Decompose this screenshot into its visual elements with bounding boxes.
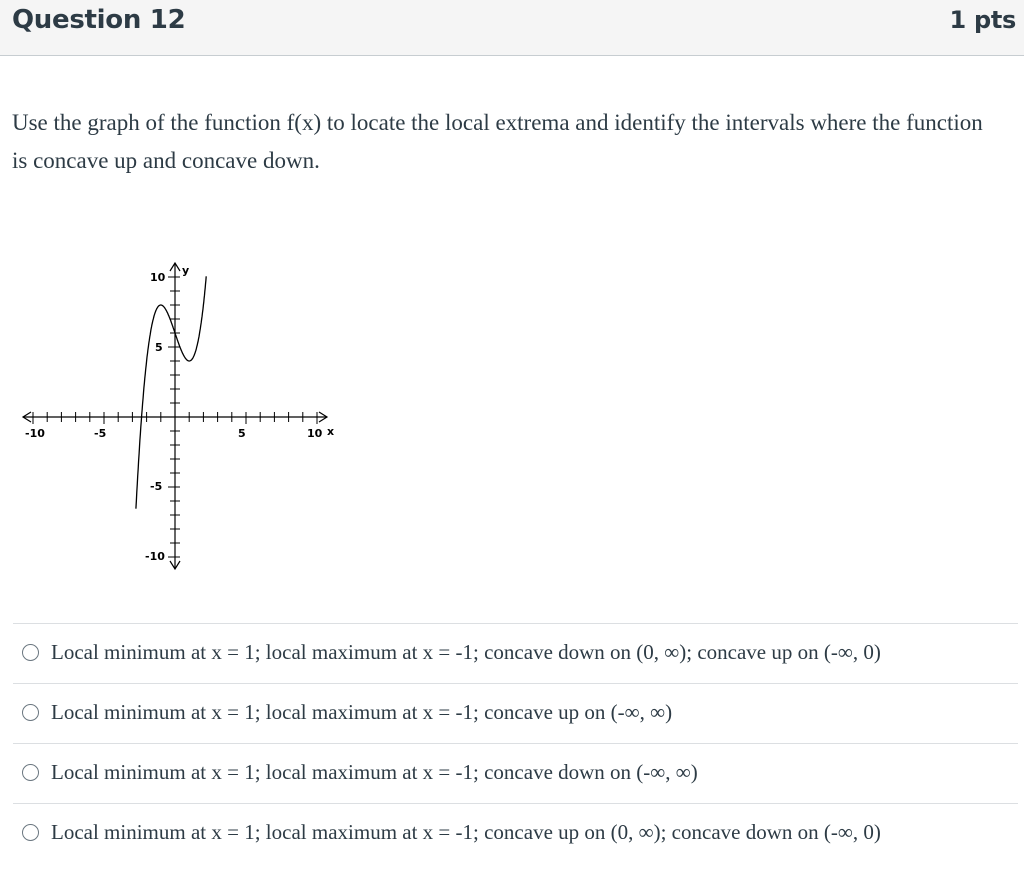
y-tick-label-neg10: -10: [145, 550, 165, 563]
graph-axes: [23, 263, 327, 569]
function-graph: [0, 250, 360, 590]
question-header: [0, 0, 1024, 56]
question-title: Question 12: [12, 5, 186, 35]
answer-label: Local minimum at x = 1; local maximum at x = -1; concave down on (-∞, ∞): [51, 760, 698, 784]
answer-label: Local minimum at x = 1; local maximum at x = -1; concave down on (0, ∞); concave up on (-∞, 0): [51, 640, 881, 664]
x-tick-label-5: 5: [238, 427, 246, 440]
y-tick-label-5: 5: [155, 341, 163, 354]
x-tick-label-neg5: -5: [94, 427, 107, 440]
answer-list: [13, 623, 1018, 863]
answer-label: Local minimum at x = 1; local maximum at x = -1; concave up on (0, ∞); concave down on (-∞, 0): [51, 820, 881, 844]
x-tick-label-neg10: -10: [25, 427, 45, 440]
function-curve: [136, 276, 206, 508]
radio-button[interactable]: [22, 644, 39, 661]
answer-option-1[interactable]: [13, 623, 1018, 683]
question-text: Use the graph of the function f(x) to locate the local extrema and identify the intervals where the function is concave up and concave down.: [12, 110, 983, 173]
radio-button[interactable]: [22, 764, 39, 781]
answer-option-2[interactable]: [13, 683, 1018, 743]
radio-button[interactable]: [22, 824, 39, 841]
x-axis-label: x: [327, 425, 335, 438]
answer-option-3[interactable]: [13, 743, 1018, 803]
answer-option-4[interactable]: [13, 803, 1018, 863]
x-tick-label-10: 10: [307, 427, 323, 440]
question-points: 1 pts: [949, 6, 1016, 34]
answer-label: Local minimum at x = 1; local maximum at x = -1; concave up on (-∞, ∞): [51, 700, 673, 724]
y-axis-label: y: [182, 264, 190, 277]
y-tick-label-neg5: -5: [150, 480, 163, 493]
y-tick-label-10: 10: [150, 271, 166, 284]
radio-button[interactable]: [22, 704, 39, 721]
